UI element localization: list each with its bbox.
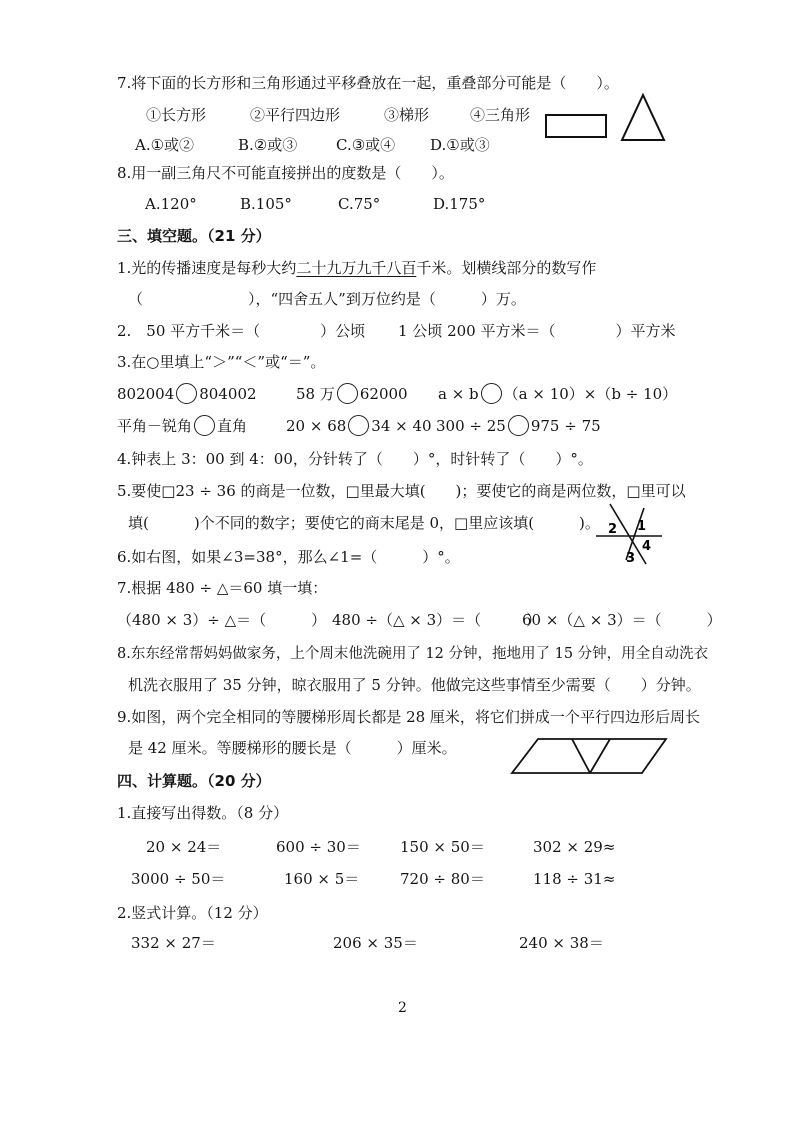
trapezoid-figure [510, 733, 670, 777]
fill-3-item [117, 415, 247, 437]
compare-left: 平角－锐角 [117, 417, 193, 435]
section-4-heading: 四、计算题。（20 分） [117, 772, 271, 790]
compare-circle[interactable] [481, 383, 502, 404]
angle-label: 3 [626, 551, 636, 566]
q8-choice-a: A.120° [145, 195, 197, 213]
compare-left: 300 ÷ 25 [436, 417, 506, 435]
parallelogram-outline [512, 739, 666, 773]
q7-choice-b: B.②或③ [238, 136, 298, 154]
fill-7-stem: 7.根据 480 ÷ △＝60 填一填： [117, 579, 328, 597]
compare-circle[interactable] [348, 415, 369, 436]
rectangle-shape [546, 115, 606, 137]
compare-right: （a × 10）×（b ÷ 10） [503, 385, 678, 403]
vertical-calc-item: 332 × 27＝ [131, 934, 216, 952]
section-3-heading: 三、填空题。（21 分） [117, 227, 271, 245]
fill-2-part-b: 1 公顷 200 平方米＝（ ）平方米 [398, 322, 676, 340]
triangle-shape [622, 95, 664, 140]
q8-stem: 8.用一副三角尺不可能直接拼出的度数是（ ）。 [117, 164, 454, 182]
calc-item: 150 × 50＝ [400, 838, 485, 856]
compare-right: 34 × 40 [371, 417, 432, 435]
fill-8-line-1: 8.东东经常帮妈妈做家务，上个周末他洗碗用了 12 分钟，拖地用了 15 分钟，用全自动洗衣 [117, 646, 709, 662]
q7-figure [540, 90, 680, 150]
page-number: 2 [398, 1000, 407, 1016]
calc-item: 3000 ÷ 50＝ [131, 870, 226, 888]
compare-circle[interactable] [337, 383, 358, 404]
compare-right: 62000 [359, 385, 408, 403]
compare-right: 直角 [217, 417, 248, 435]
q7-option-2: ②平行四边形 [250, 106, 341, 124]
trapezoid-divider [572, 739, 590, 773]
fill-3-item [296, 383, 408, 405]
calc-item: 302 × 29≈ [533, 838, 616, 856]
fill-9-line-1: 9.如图，两个完全相同的等腰梯形周长都是 28 厘米，将它们拼成一个平行四边形后周长 [117, 708, 700, 726]
compare-right: 975 ÷ 75 [530, 417, 601, 435]
calc-item: 20 × 24＝ [146, 838, 222, 856]
fill-3-item [117, 383, 257, 405]
fill-7-item-3: 60 ×（△ × 3）＝（ ） [522, 611, 722, 629]
fill-1-text-b: 千米。划横线部分的数写作 [416, 259, 597, 277]
angle-label: 4 [642, 539, 652, 554]
fill-3-item [286, 415, 432, 437]
compare-left: 802004 [117, 385, 175, 403]
compare-left: 20 × 68 [286, 417, 347, 435]
compare-left: 58 万 [296, 385, 335, 403]
compare-right: 804002 [199, 385, 257, 403]
fill-3-stem: 3.在○里填上“＞”“＜”或“＝”。 [117, 353, 326, 371]
angle-label: 1 [637, 519, 647, 534]
q7-option-4: ④三角形 [470, 106, 531, 124]
fill-1-underlined: 二十九万九千八百 [296, 259, 417, 277]
fill-3-item [438, 383, 677, 405]
fill-1-line-2: （ ），“四舍五人”到万位约是（ ）万。 [128, 290, 526, 308]
q7-choice-a: A.①或② [135, 136, 195, 154]
angle-figure [596, 500, 666, 568]
fill-1-line-1 [117, 257, 596, 279]
calc-1-stem: 1.直接写出得数。（8 分） [117, 804, 289, 822]
calc-item: 600 ÷ 30＝ [276, 838, 361, 856]
fill-4: 4.钟表上 3：00 到 4：00，分针转了（ ）°，时针转了（ ）°。 [117, 450, 593, 468]
compare-circle[interactable] [176, 383, 197, 404]
fill-9-line-2: 是 42 厘米。等腰梯形的腰长是（ ）厘米。 [128, 739, 457, 757]
fill-8-line-2: 机洗衣服用了 35 分钟，晾衣服用了 5 分钟。他做完这些事情至少需要（ ）分钟。 [128, 676, 701, 694]
trapezoid-divider [590, 739, 610, 773]
q8-choice-c: C.75° [338, 195, 381, 213]
angle-label: 2 [608, 522, 618, 537]
q8-choice-d: D.175° [433, 195, 486, 213]
compare-left: a × b [438, 385, 479, 403]
fill-2-part-a: 2. 50 平方千米＝（ ）公顷 [117, 322, 366, 340]
compare-circle[interactable] [508, 415, 529, 436]
q7-stem: 7.将下面的长方形和三角形通过平移叠放在一起，重叠部分可能是（ ）。 [117, 74, 619, 92]
calc-item: 118 ÷ 31≈ [533, 870, 616, 888]
calc-2-stem: 2.竖式计算。（12 分） [117, 904, 268, 922]
fill-3-item [436, 415, 601, 437]
q7-choice-d: D.①或③ [430, 136, 490, 154]
fill-5-line-2: 填( )个不同的数字；要使它的商末尾是 0，□里应该填( )。 [128, 514, 600, 532]
vertical-calc-item: 240 × 38＝ [519, 934, 604, 952]
q7-choice-c: C.③或④ [336, 136, 396, 154]
fill-7-item-1: （480 × 3）÷ △＝（ ） [117, 611, 327, 629]
fill-5-line-1: 5.要使□23 ÷ 36 的商是一位数，□里最大填( )；要使它的商是两位数，□里可以 [117, 482, 686, 500]
vertical-calc-item: 206 × 35＝ [333, 934, 418, 952]
q8-choice-b: B.105° [240, 195, 292, 213]
compare-circle[interactable] [194, 415, 215, 436]
calc-item: 720 ÷ 80＝ [400, 870, 485, 888]
calc-item: 160 × 5＝ [284, 870, 360, 888]
fill-6: 6.如右图，如果∠3=38°，那么∠1=（ ）°。 [117, 548, 460, 566]
q7-option-3: ③梯形 [384, 106, 430, 124]
fill-7-item-2: 480 ÷（△ × 3）＝（ ） [332, 611, 542, 629]
q7-option-1: ①长方形 [146, 106, 207, 124]
fill-1-text-a: 1.光的传播速度是每秒大约 [117, 259, 297, 277]
